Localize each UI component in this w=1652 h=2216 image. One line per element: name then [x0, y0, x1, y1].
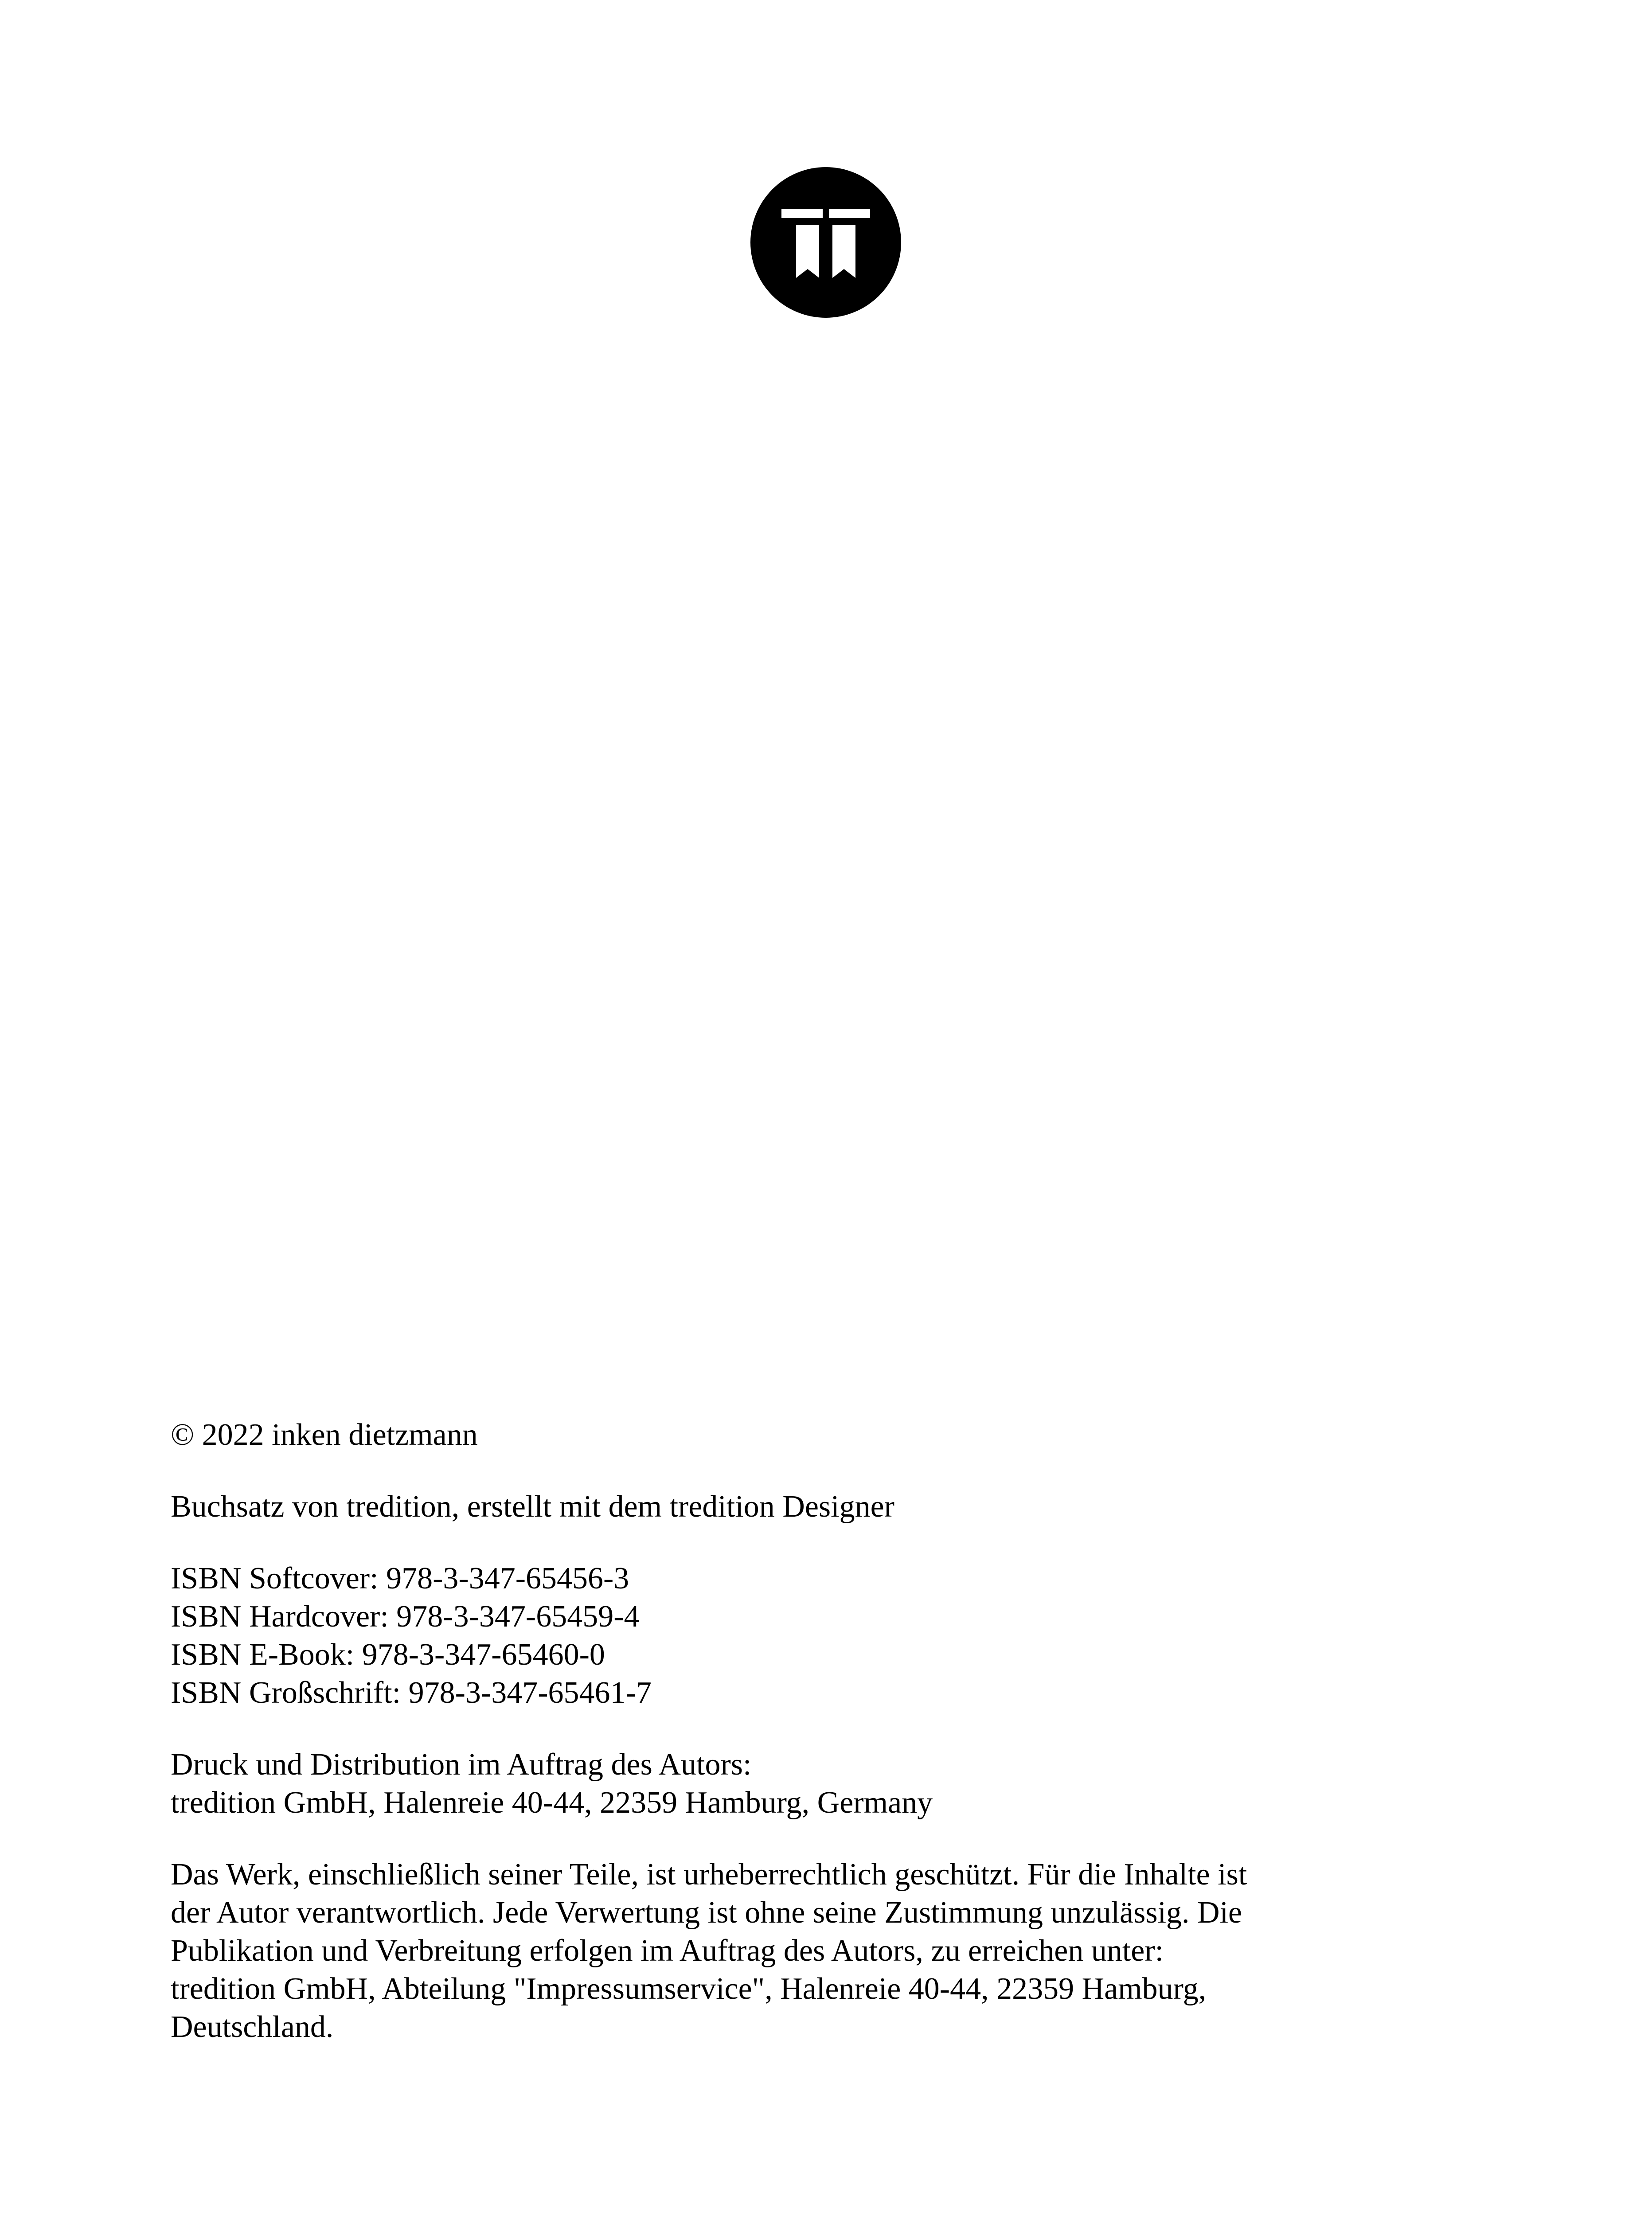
imprint-block: [171, 1416, 1496, 2046]
tredition-logo-icon: [750, 167, 901, 318]
legal-line: tredition GmbH, Abteilung "Impressumservice", Halenreie 40-44, 22359 Hamburg,: [171, 1972, 1207, 2006]
legal-line: Publikation und Verbreitung erfolgen im Auftrag des Autors, zu erreichen unter:: [171, 1934, 1164, 1968]
legal-line: Deutschland.: [171, 2010, 334, 2044]
legal-line: der Autor verantwortlich. Jede Verwertung ist ohne seine Zustimmung unzulässig. Die: [171, 1896, 1242, 1930]
isbn-hardcover: ISBN Hardcover: 978-3-347-65459-4: [171, 1600, 640, 1634]
legal-line: Das Werk, einschließlich seiner Teile, ist urheberrechtlich geschützt. Für die Inhalte ist: [171, 1857, 1247, 1892]
isbn-softcover: ISBN Softcover: 978-3-347-65456-3: [171, 1561, 629, 1596]
publisher-address: tredition GmbH, Halenreie 40-44, 22359 Hamburg, Germany: [171, 1786, 933, 1820]
isbn-large-print: ISBN Großschrift: 978-3-347-65461-7: [171, 1676, 652, 1710]
copyright-line: © 2022 inken dietzmann: [171, 1418, 478, 1452]
isbn-ebook: ISBN E-Book: 978-3-347-65460-0: [171, 1638, 605, 1672]
typesetting-line: Buchsatz von tredition, erstellt mit dem tredition Designer: [171, 1490, 894, 1524]
distribution-line: Druck und Distribution im Auftrag des Autors:: [171, 1748, 752, 1782]
